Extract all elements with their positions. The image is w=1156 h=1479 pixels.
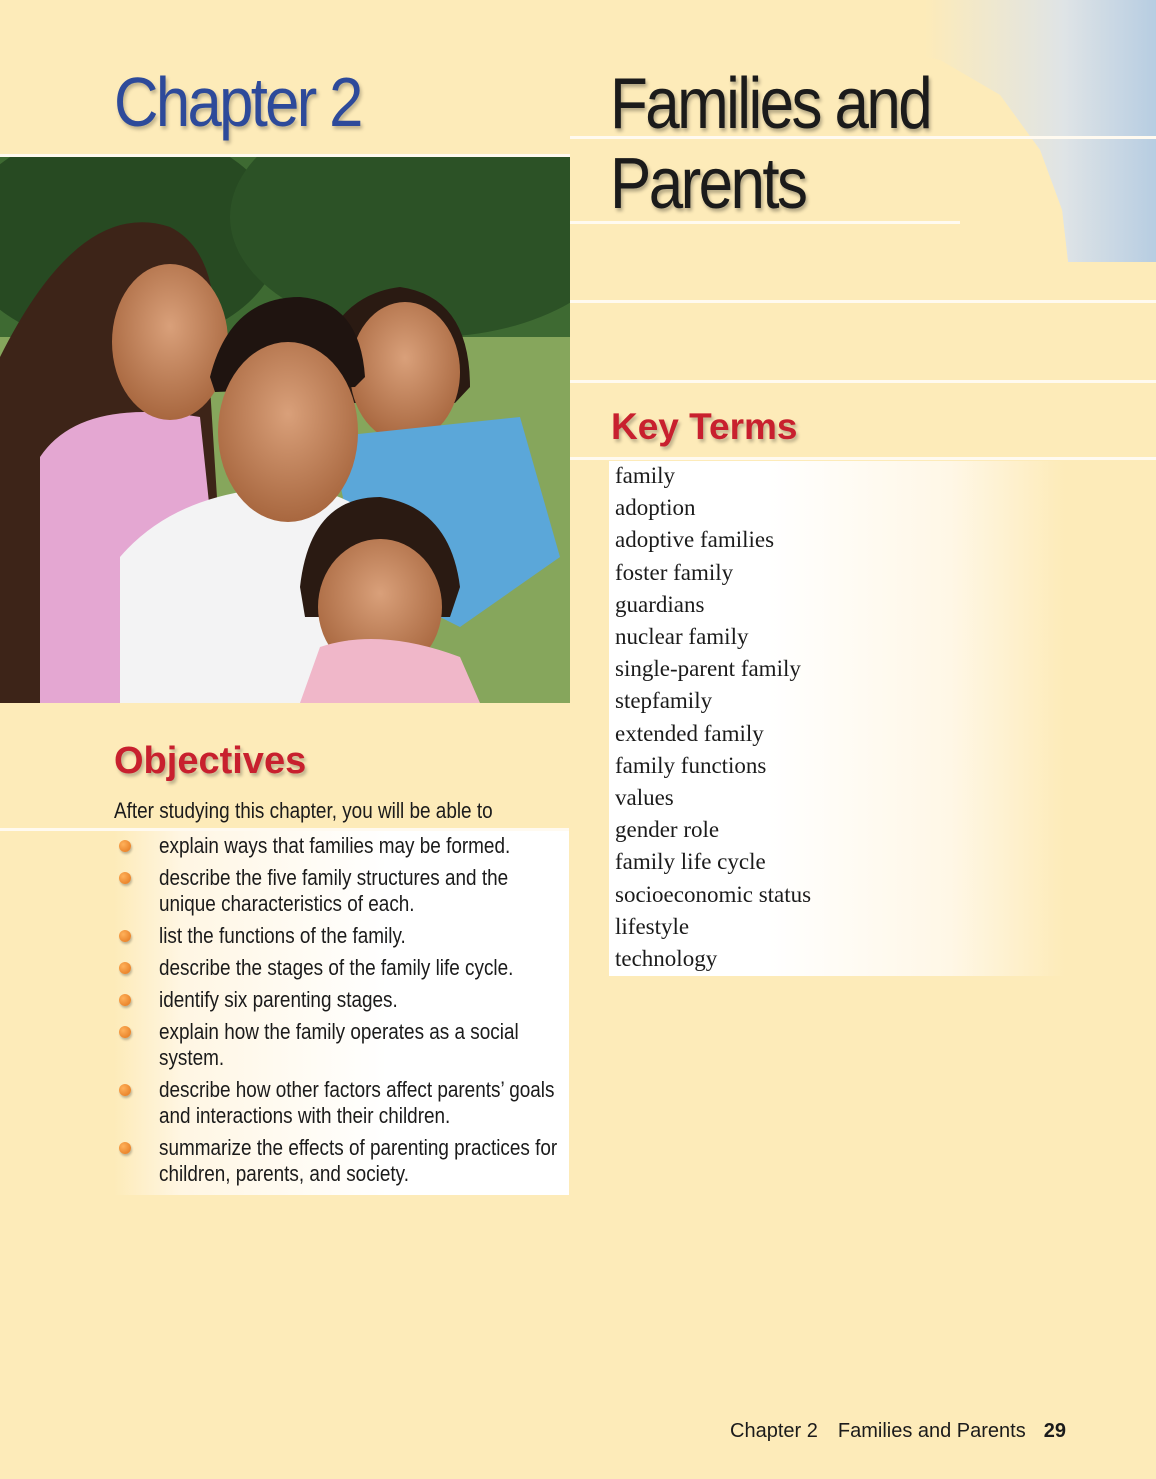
key-term-item: socioeconomic status <box>615 881 812 907</box>
key-term-item: extended family <box>615 720 764 746</box>
bullet-icon <box>119 930 131 942</box>
divider-rule <box>570 380 1156 383</box>
family-photo <box>0 157 570 703</box>
key-term-item: single-parent family <box>615 656 801 682</box>
chapter-title-line-1: Families and <box>610 64 931 144</box>
bullet-icon <box>119 1084 131 1096</box>
bullet-icon <box>119 1142 131 1154</box>
key-term-item: adoptive families <box>615 527 775 553</box>
footer-title: Families and Parents <box>837 1420 1026 1442</box>
key-terms-heading: Key Terms <box>611 406 798 447</box>
bullet-icon <box>119 994 131 1006</box>
key-term-item: guardians <box>615 591 705 617</box>
list-item: explain ways that families may be formed. <box>114 833 569 859</box>
objectives-intro: After studying this chapter, you will be able to <box>114 798 493 823</box>
list-item: describe the stages of the family life cycle. <box>114 955 569 981</box>
bullet-icon <box>119 962 131 974</box>
key-term-item: nuclear family <box>615 624 749 650</box>
key-terms-list <box>615 460 811 975</box>
key-term-item: family functions <box>615 752 767 778</box>
key-term-item: gender role <box>615 817 720 843</box>
list-item: list the functions of the family. <box>114 923 569 949</box>
objectives-list <box>114 833 569 1193</box>
bullet-icon <box>119 840 131 852</box>
key-term-item: values <box>615 785 674 811</box>
key-term-item: technology <box>615 946 718 972</box>
divider-rule <box>570 300 1156 303</box>
bullet-icon <box>119 872 131 884</box>
bullet-icon <box>119 1026 131 1038</box>
family-photo-icon <box>0 157 570 703</box>
objectives-heading: Objectives <box>114 740 307 782</box>
chapter-title <box>610 64 930 224</box>
chapter-number: Chapter 2 <box>114 63 361 141</box>
page-footer <box>730 1420 1066 1443</box>
list-item: describe the five family structures and the unique characteristics of each. <box>114 865 569 917</box>
list-item: summarize the effects of parenting practices for children, parents, and society. <box>114 1135 569 1187</box>
footer-chapter: Chapter 2 <box>730 1420 818 1442</box>
key-term-item: stepfamily <box>615 688 713 714</box>
list-item: describe how other factors affect parents’ goals and interactions with their children. <box>114 1077 569 1129</box>
key-term-item: family life cycle <box>615 849 766 875</box>
list-item: explain how the family operates as a social system. <box>114 1019 569 1071</box>
key-term-item: family <box>615 463 676 488</box>
list-item: identify six parenting stages. <box>114 987 569 1013</box>
page-number: 29 <box>1043 1420 1066 1442</box>
key-term-item: adoption <box>615 495 696 521</box>
key-term-item: foster family <box>615 559 734 585</box>
chapter-title-line-2: Parents <box>610 144 806 224</box>
key-term-item: lifestyle <box>615 913 690 939</box>
